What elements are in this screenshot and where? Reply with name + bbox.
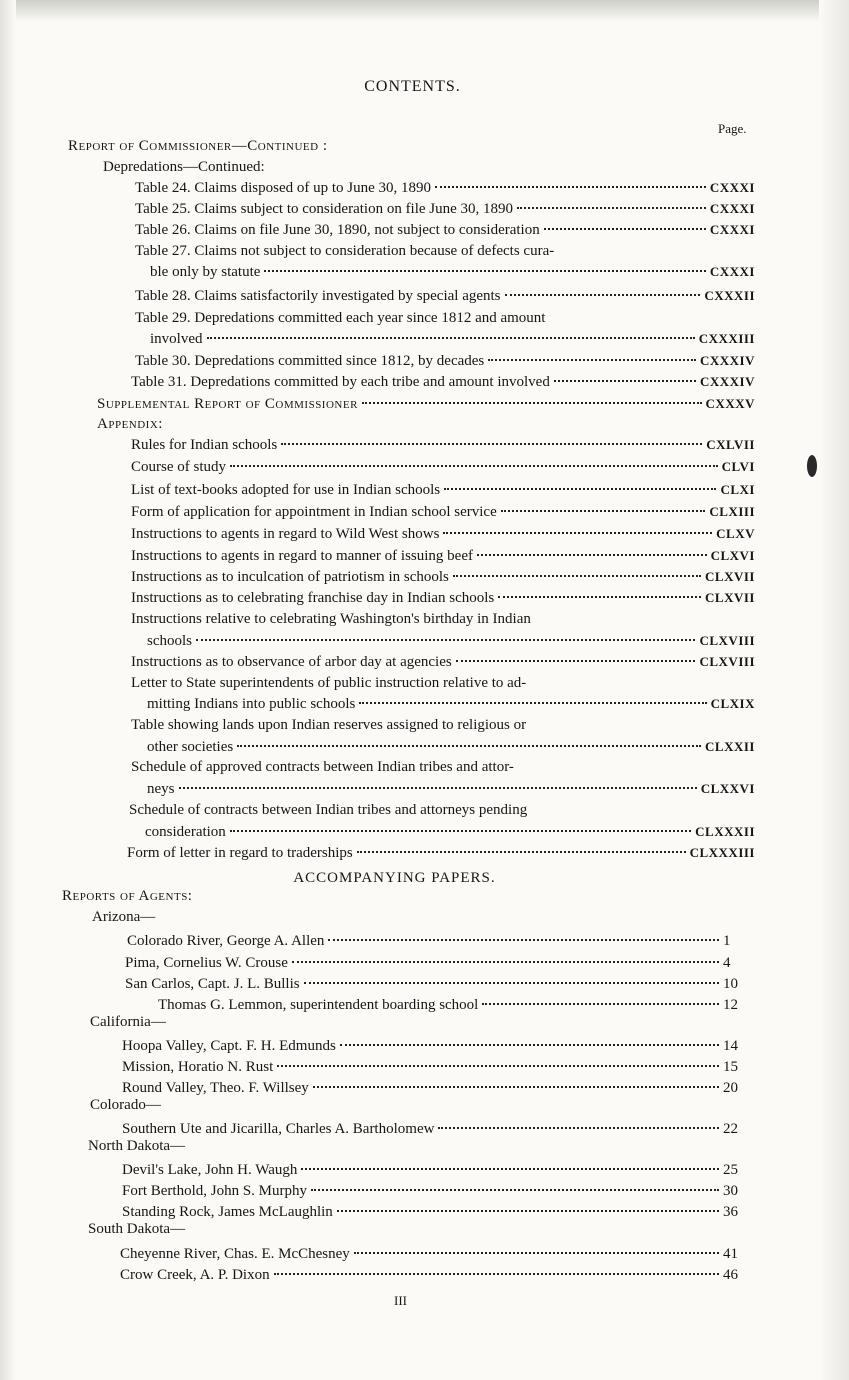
entry-page: CLXIX xyxy=(710,696,755,711)
entry-page: CLXVI xyxy=(710,548,755,563)
entry-title: Table 25. Claims subject to consideration on file June 30, 1890 xyxy=(135,201,514,217)
entry-title: Cheyenne River, Chas. E. McChesney xyxy=(120,1246,350,1262)
entry-title: Colorado River, George A. Allen xyxy=(127,933,325,949)
toc-entry xyxy=(147,631,755,651)
entry-title: Instructions to agents in regard to Wild West shows xyxy=(131,526,440,542)
entry-title-line1: Letter to State superintendents of public instruction relative to ad- xyxy=(131,675,527,691)
leader-dots xyxy=(435,186,706,188)
entry-title: ble only by statute xyxy=(150,264,261,280)
toc-entry xyxy=(147,737,755,757)
toc-entry xyxy=(131,372,755,392)
toc-entry xyxy=(122,1057,749,1077)
toc-entry xyxy=(135,178,755,198)
leader-dots xyxy=(517,207,706,209)
ink-smudge xyxy=(807,455,817,477)
entry-title: San Carlos, Capt. J. L. Bullis xyxy=(125,976,300,992)
toc-entry xyxy=(150,329,755,349)
entry-page: 15 xyxy=(723,1059,738,1075)
entry-title: Form of letter in regard to traderships xyxy=(127,845,353,861)
entry-page: CXLVII xyxy=(706,437,755,452)
entry-title-line1: Instructions relative to celebrating Washington's birthday in Indian xyxy=(131,611,531,627)
entry-page: 25 xyxy=(723,1162,738,1178)
entry-title: Round Valley, Theo. F. Willsey xyxy=(122,1080,309,1096)
leader-dots xyxy=(444,488,716,490)
entry-page: 41 xyxy=(723,1246,738,1262)
toc-entry xyxy=(135,199,755,219)
toc-entry xyxy=(125,953,749,973)
leader-dots xyxy=(230,465,718,467)
leader-dots xyxy=(301,1168,719,1170)
leader-dots xyxy=(207,337,695,339)
state-heading: North Dakota— xyxy=(88,1138,186,1154)
entry-page: CXXXI xyxy=(709,222,755,237)
entry-title: Instructions to agents in regard to manner of issuing beef xyxy=(131,548,473,564)
entry-title: involved xyxy=(150,331,203,347)
entry-title: Supplemental Report of Commissioner xyxy=(97,396,358,412)
entry-page: CLXVII xyxy=(705,590,755,605)
toc-entry xyxy=(135,286,755,306)
leader-dots xyxy=(501,510,706,512)
entry-page: 4 xyxy=(723,955,731,971)
toc-entry xyxy=(127,843,755,863)
entry-title: Instructions as to inculcation of patriotism in schools xyxy=(131,569,449,585)
leader-dots xyxy=(237,745,701,747)
appendix-heading: Appendix: xyxy=(97,416,163,432)
toc-entry xyxy=(135,220,755,240)
entry-page: CXXXI xyxy=(709,264,755,279)
entry-title: Devil's Lake, John H. Waugh xyxy=(122,1162,298,1178)
state-heading: California— xyxy=(90,1014,166,1030)
leader-dots xyxy=(488,359,696,361)
leader-dots xyxy=(264,270,705,272)
entry-title: Fort Berthold, John S. Murphy xyxy=(122,1183,308,1199)
entry-title: Table 26. Claims on file June 30, 1890, not subject to consideration xyxy=(135,222,540,238)
toc-entry xyxy=(135,351,755,371)
entry-title: neys xyxy=(147,781,175,797)
toc-entry xyxy=(97,394,755,414)
toc-entry xyxy=(131,480,755,500)
leader-dots xyxy=(544,228,706,230)
entry-page: CXXXIV xyxy=(700,374,755,389)
entry-page: CLXXXIII xyxy=(689,845,755,860)
depredations-subheading: Depredations—Continued: xyxy=(103,159,265,175)
entry-page: CLXXXII xyxy=(695,824,755,839)
entry-page: CXXXIV xyxy=(700,353,755,368)
entry-page: CLXI xyxy=(720,482,755,497)
entry-title: consideration xyxy=(145,824,226,840)
leader-dots xyxy=(311,1189,719,1191)
entry-title: Standing Rock, James McLaughlin xyxy=(122,1204,333,1220)
entry-title: Mission, Horatio N. Rust xyxy=(122,1059,274,1075)
entry-title: Table 28. Claims satisfactorily investigated by special agents xyxy=(135,288,501,304)
entry-title: Pima, Cornelius W. Crouse xyxy=(125,955,288,971)
leader-dots xyxy=(196,639,695,641)
leader-dots xyxy=(357,851,686,853)
toc-entry xyxy=(131,524,755,544)
leader-dots xyxy=(340,1044,719,1046)
toc-entry xyxy=(122,1036,749,1056)
toc-entry xyxy=(122,1160,749,1180)
entry-title: Thomas G. Lemmon, superintendent boarding school xyxy=(158,997,479,1013)
entry-page: CLXVII xyxy=(705,569,755,584)
leader-dots xyxy=(477,554,707,556)
entry-title-line1: Table 27. Claims not subject to consideration because of defects cura- xyxy=(135,243,555,259)
toc-entry xyxy=(120,1265,749,1285)
entry-page: CLXVIII xyxy=(699,633,755,648)
entry-title: Table 31. Depredations committed by each tribe and amount involved xyxy=(131,374,550,390)
entry-page: 30 xyxy=(723,1183,738,1199)
entry-title: Rules for Indian schools xyxy=(131,437,278,453)
leader-dots xyxy=(304,982,719,984)
entry-title: Crow Creek, A. P. Dixon xyxy=(120,1267,270,1283)
toc-entry xyxy=(120,1244,749,1264)
leader-dots xyxy=(281,443,702,445)
page-top-edge xyxy=(0,0,849,22)
leader-dots xyxy=(274,1273,719,1275)
entry-page: CXXXV xyxy=(705,396,755,411)
entry-page: 20 xyxy=(723,1080,738,1096)
entry-page: CXXXIII xyxy=(698,331,755,346)
toc-entry xyxy=(131,502,755,522)
entry-title: Form of application for appointment in Indian school service xyxy=(131,504,497,520)
entry-title: Hoopa Valley, Capt. F. H. Edmunds xyxy=(122,1038,336,1054)
leader-dots xyxy=(456,660,696,662)
entry-title-line1: Table showing lands upon Indian reserves assigned to religious or xyxy=(131,717,527,733)
entry-page: CXXXI xyxy=(709,180,755,195)
leader-dots xyxy=(179,787,697,789)
entry-page: CXXXI xyxy=(709,201,755,216)
toc-entry xyxy=(131,457,755,477)
leader-dots xyxy=(277,1065,719,1067)
toc-entry xyxy=(147,779,755,799)
entry-page: CLVI xyxy=(721,459,755,474)
entry-title: Table 30. Depredations committed since 1812, by decades xyxy=(135,353,485,369)
entry-title: Instructions as to observance of arbor day at agencies xyxy=(131,654,452,670)
entry-page: 22 xyxy=(723,1121,738,1137)
toc-entry xyxy=(127,931,749,951)
entry-title-line1: Table 29. Depredations committed each year since 1812 and amount xyxy=(135,310,546,326)
state-heading: Arizona— xyxy=(92,909,156,925)
entry-title: Table 24. Claims disposed of up to June 30, 1890 xyxy=(135,180,432,196)
toc-entry xyxy=(131,588,755,608)
entry-title: mitting Indians into public schools xyxy=(147,696,356,712)
toc-entry xyxy=(122,1078,749,1098)
entry-page: 1 xyxy=(723,933,731,949)
page-left-edge xyxy=(0,0,16,1380)
leader-dots xyxy=(313,1086,719,1088)
leader-dots xyxy=(453,575,701,577)
entry-page: CLXXVI xyxy=(700,781,755,796)
toc-entry xyxy=(150,262,755,282)
entry-page: CLXIII xyxy=(709,504,755,519)
state-heading: South Dakota— xyxy=(88,1221,186,1237)
section-heading: ACCOMPANYING PAPERS. xyxy=(293,870,496,886)
entry-title-line1: Schedule of contracts between Indian tribes and attorneys pending xyxy=(129,802,528,818)
entry-title: Southern Ute and Jicarilla, Charles A. Bartholomew xyxy=(122,1121,435,1137)
toc-entry xyxy=(122,1119,749,1139)
toc-entry xyxy=(147,694,755,714)
leader-dots xyxy=(328,939,719,941)
entry-title: other societies xyxy=(147,739,234,755)
toc-entry xyxy=(158,995,749,1015)
page-column-label: Page. xyxy=(718,121,747,136)
leader-dots xyxy=(292,961,719,963)
toc-entry xyxy=(122,1181,749,1201)
toc-entry xyxy=(131,546,755,566)
leader-dots xyxy=(359,702,706,704)
entry-page: CLXVIII xyxy=(699,654,755,669)
leader-dots xyxy=(554,380,696,382)
leader-dots xyxy=(498,596,701,598)
page-folio: III xyxy=(394,1293,407,1308)
report-heading: Report of Commissioner—Continued : xyxy=(68,138,328,154)
leader-dots xyxy=(443,532,712,534)
entry-title: Instructions as to celebrating franchise day in Indian schools xyxy=(131,590,495,606)
leader-dots xyxy=(337,1210,719,1212)
page-right-edge xyxy=(819,0,849,1380)
toc-entry xyxy=(145,822,755,842)
toc-entry xyxy=(122,1202,749,1222)
leader-dots xyxy=(354,1252,719,1254)
leader-dots xyxy=(505,294,701,296)
entry-title: List of text-books adopted for use in Indian schools xyxy=(131,482,441,498)
toc-entry xyxy=(125,974,749,994)
entry-title-line1: Schedule of approved contracts between Indian tribes and attor- xyxy=(131,759,514,775)
reports-heading: Reports of Agents: xyxy=(62,888,193,904)
entry-title: schools xyxy=(147,633,192,649)
entry-title: Course of study xyxy=(131,459,226,475)
entry-page: 36 xyxy=(723,1204,738,1220)
state-heading: Colorado— xyxy=(90,1097,161,1113)
entry-page: 46 xyxy=(723,1267,738,1283)
toc-entry xyxy=(131,435,755,455)
entry-page: 14 xyxy=(723,1038,738,1054)
entry-page: 10 xyxy=(723,976,738,992)
toc-entry xyxy=(131,652,755,672)
entry-page: CLXXII xyxy=(705,739,755,754)
leader-dots xyxy=(230,830,691,832)
leader-dots xyxy=(362,402,702,404)
entry-page: CXXXII xyxy=(704,288,755,303)
entry-page: CLXV xyxy=(716,526,755,541)
entry-page: 12 xyxy=(723,997,738,1013)
leader-dots xyxy=(482,1003,719,1005)
page-title: CONTENTS. xyxy=(364,78,461,95)
toc-entry xyxy=(131,567,755,587)
leader-dots xyxy=(438,1127,719,1129)
